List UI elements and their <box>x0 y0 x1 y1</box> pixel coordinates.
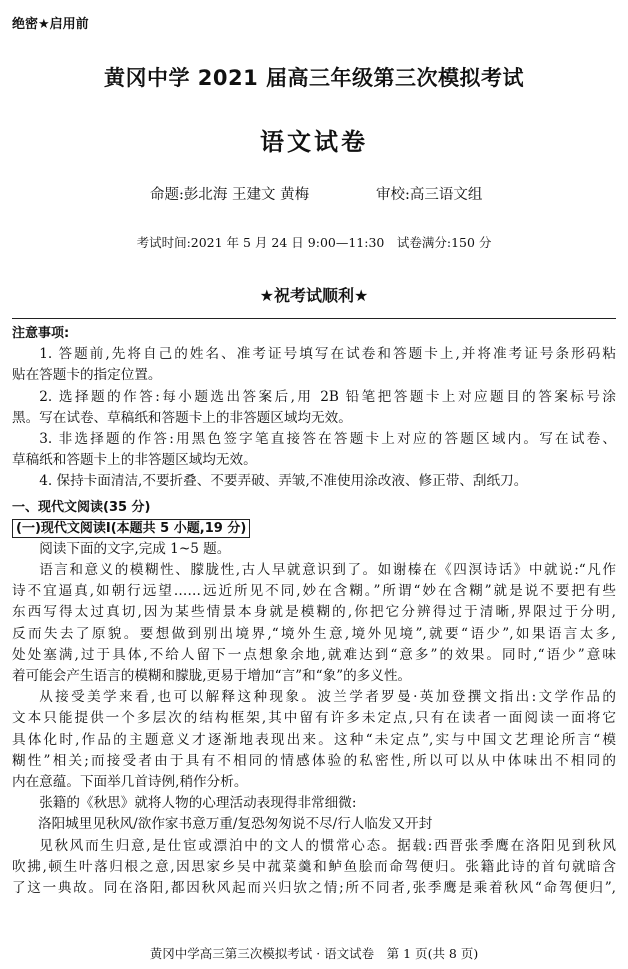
passage-line: 具体化时,作品的主题意义才逐渐地表现出来。这种“未定点”,实与中国文艺理论所言“模 <box>12 731 616 748</box>
reading-instruction: 阅读下面的文字,完成 1~5 题。 <box>39 540 231 557</box>
exam-title: 黄冈中学 2021 届高三年级第三次模拟考试 <box>103 66 525 90</box>
review-line: 审校:高三语文组 <box>376 187 483 203</box>
passage-line: 诗不宜逼真,如朝行远望……远近所见不同,妙在含糊。”所谓“妙在含糊”就是说不要把有些 <box>12 583 616 600</box>
exam-subtitle: 语文试卷 <box>260 128 368 156</box>
passage-line: 文本只能提供一个多层次的结构框架,其中留有许多未定点,只有在读者一面阅读一面将它 <box>12 710 616 727</box>
poem-line: 洛阳城里见秋风/欲作家书意万重/复恐匆匆说不尽/行人临发又开封 <box>38 816 433 833</box>
notice-line: 贴在答题卡的指定位置。 <box>12 367 162 384</box>
passage-line: 张籍的《秋思》就将人物的心理活动表现得非常细微: <box>39 795 357 812</box>
passage-line: 处处塞满,过于具体,不给人留下一点想象余地,就难达到“意多”的效果。同时,“语少”意味 <box>12 646 616 663</box>
page-footer: 黄冈中学高三第三次模拟考试 · 语文试卷 第 1 页(共 8 页) <box>149 946 479 961</box>
confidential-label: 绝密★启用前 <box>12 17 89 32</box>
notice-line: 黑。写在试卷、草稿纸和答题卡上的非答题区域均无效。 <box>12 409 352 426</box>
authors-line: 命题:彭北海 王建文 黄梅 <box>150 187 310 203</box>
notice-title: 注意事项: <box>12 326 70 341</box>
passage-line: 见秋风而生归意,是仕宦或漂泊中的文人的惯常心态。据载:西晋张季鹰在洛阳见到秋风 <box>39 837 616 854</box>
notice-line: 草稿纸和答题卡上的非答题区域均无效。 <box>12 452 257 469</box>
notice-line: 2. 选择题的作答:每小题选出答案后,用 2B 铅笔把答题卡上对应题目的答案标号涂 <box>39 388 616 405</box>
header-divider <box>12 318 616 319</box>
passage-line: 反而失去了原貌。要想做到别出境界,“境外生意,境外见境”,就要“语少”,如果语言太多, <box>12 625 616 642</box>
passage-line: 了这一典故。同在洛阳,都因秋风起而兴归欤之情;所不同者,张季鹰是乘着秋风“命驾便归”, <box>12 879 616 896</box>
passage-line: 着可能会产生语言的模糊和朦胧,更易于增加“言”和“象”的多义性。 <box>12 668 412 684</box>
exam-info: 考试时间:2021 年 5 月 24 日 9:00—11:30 试卷满分:150 分 <box>136 235 492 250</box>
good-luck-banner: ★祝考试顺利★ <box>259 286 369 305</box>
passage-line: 语言和意义的模糊性、朦胧性,古人早就意识到了。如谢榛在《四溟诗话》中就说:“凡作 <box>39 562 616 579</box>
notice-line: 1. 答题前,先将自己的姓名、准考证号填写在试卷和答题卡上,并将准考证号条形码粘 <box>39 346 616 363</box>
section-heading: 一、现代文阅读(35 分) <box>12 499 151 515</box>
document-body <box>12 323 616 899</box>
passage-line: 吹拂,顿生叶落归根之意,因思家乡吴中菰菜羹和鲈鱼脍而命驾便归。张籍此诗的首句就暗含 <box>12 858 616 875</box>
subsection-heading <box>12 518 616 539</box>
notice-line: 3. 非选择题的作答:用黑色签字笔直接答在答题卡上对应的答题区域内。写在试卷、 <box>39 430 616 447</box>
passage-line: 内在意蕴。下面举几首诗例,稍作分析。 <box>12 773 248 790</box>
passage-line: 东西写得太过真切,因为某些情景本身就是模糊的,你把它分辨得过于清晰,界限过于分明, <box>12 604 616 621</box>
notice-line: 4. 保持卡面清洁,不要折叠、不要弄破、弄皱,不准使用涂改液、修正带、刮纸刀。 <box>39 473 528 490</box>
passage-line: 糊性”相关;而接受者由于具有不相同的情感体验的私密性,所以可以从中体味出不相同的 <box>12 752 616 769</box>
subsection-heading-text: (一)现代文阅读Ⅰ(本题共 5 小题,19 分) <box>12 519 250 538</box>
passage-line: 从接受美学来看,也可以解释这种现象。波兰学者罗曼·英加登撰文指出:文学作品的 <box>39 689 616 706</box>
